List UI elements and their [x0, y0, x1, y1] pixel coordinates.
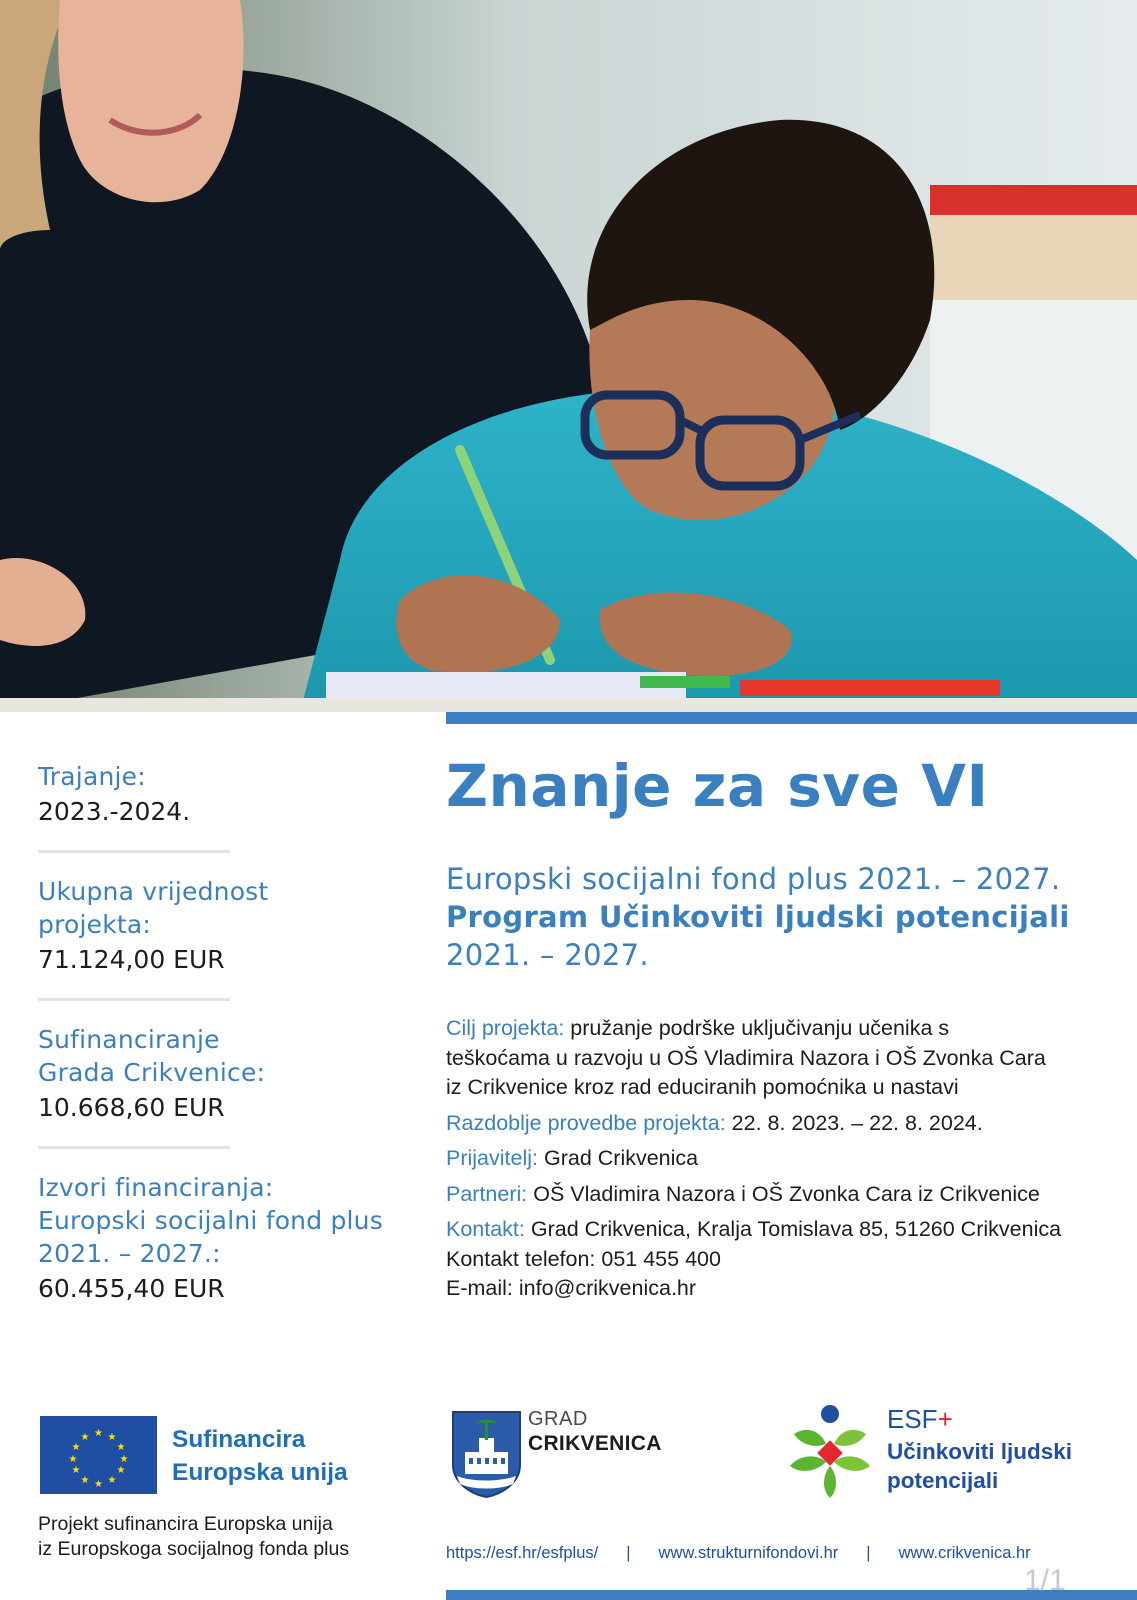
- svg-text:★: ★: [68, 1454, 78, 1465]
- total-label-line: Ukupna vrijednost: [38, 877, 269, 906]
- applicant-value: Grad Crikvenica: [543, 1146, 699, 1170]
- teacher-student-illustration: [0, 0, 1137, 712]
- goal-text: teškoćama u razvoju u OŠ Vladimira Nazora i OŠ Zvonka Cara: [446, 1045, 1046, 1070]
- sources-label-line: Izvori financiranja:: [38, 1173, 274, 1202]
- applicant-label: Prijavitelj:: [446, 1146, 538, 1170]
- duration-value: 2023.-2024.: [38, 797, 191, 826]
- cofinancing-label-line: Sufinanciranje: [38, 1025, 220, 1054]
- hero-photo: [0, 0, 1137, 712]
- total-label-line: projekta:: [38, 910, 152, 939]
- contact-row: [446, 1215, 1136, 1245]
- eu-flag-icon: [40, 1416, 157, 1494]
- svg-text:★: ★: [94, 1428, 103, 1439]
- grad-label: GRAD: [528, 1408, 588, 1430]
- total-label: [38, 875, 398, 941]
- cofinancing-value: 10.668,60 EUR: [38, 1093, 225, 1122]
- svg-text:★: ★: [80, 1475, 90, 1486]
- divider: [38, 1146, 230, 1149]
- sources-label-line: Europski socijalni fond plus: [38, 1206, 383, 1235]
- partners-row: [446, 1180, 1136, 1210]
- svg-text:★: ★: [116, 1442, 126, 1453]
- eu-cofinanced-label: [172, 1423, 348, 1489]
- goal-label: Cilj projekta:: [446, 1016, 565, 1040]
- email-line: E-mail: info@crikvenica.hr: [446, 1276, 697, 1300]
- partners-label: Partneri:: [446, 1181, 528, 1206]
- cofinancing-label-line: Grada Crikvenice:: [38, 1058, 266, 1087]
- esf-title: [887, 1404, 953, 1435]
- esf-plus-sign: +: [937, 1404, 953, 1434]
- project-title: Znanje za sve VI: [446, 752, 989, 820]
- eu-label-line: Sufinancira: [172, 1426, 306, 1453]
- link-strukturni-fondovi[interactable]: www.strukturnifondovi.hr: [658, 1544, 839, 1562]
- sources-label: [38, 1171, 398, 1270]
- svg-text:★: ★: [116, 1465, 126, 1476]
- crikvenica-label: CRIKVENICA: [528, 1432, 662, 1455]
- project-details: [446, 1014, 1136, 1304]
- crikvenica-crest-icon: [451, 1410, 522, 1498]
- svg-text:★: ★: [94, 1479, 103, 1490]
- divider: [38, 850, 230, 853]
- contact-value: Grad Crikvenica, Kralja Tomislava 85, 51260 Crikvenica: [530, 1217, 1062, 1241]
- svg-text:★: ★: [107, 1432, 117, 1443]
- footer-links: [446, 1544, 1136, 1563]
- eu-label-line: Europska unija: [172, 1459, 348, 1486]
- period-label: Razdoblje provedbe projekta:: [446, 1110, 726, 1135]
- eu-note-line: Projekt sufinancira Europska unija: [38, 1513, 333, 1535]
- contact-label: Kontakt:: [446, 1217, 525, 1241]
- subtitle-line: Europski socijalni fond plus 2021. – 2027.: [446, 862, 1061, 896]
- subtitle-line: Program Učinkoviti ljudski potencijali: [446, 900, 1070, 934]
- link-esf[interactable]: https://esf.hr/esfplus/: [446, 1544, 599, 1562]
- esf-plus-logo-icon: [786, 1404, 874, 1500]
- subtitle-line: 2021. – 2027.: [446, 938, 649, 972]
- link-separator: |: [866, 1544, 871, 1562]
- goal-text: iz Crikvenice kroz rad educiranih pomoćnika u nastavi: [446, 1075, 959, 1099]
- sources-label-line: 2021. – 2027.:: [38, 1239, 221, 1268]
- eu-note-line: iz Europskoga socijalnog fonda plus: [38, 1538, 350, 1560]
- esf-programme-name: [887, 1437, 1072, 1495]
- divider: [38, 998, 230, 1001]
- phone-line: Kontakt telefon: 051 455 400: [446, 1246, 721, 1271]
- esf-title-text: ESF: [887, 1404, 938, 1434]
- svg-text:★: ★: [71, 1442, 81, 1453]
- link-separator: |: [626, 1544, 631, 1562]
- partners-value: OŠ Vladimira Nazora i OŠ Zvonka Cara iz Crikvenice: [533, 1181, 1040, 1206]
- duration-label: Trajanje:: [38, 762, 146, 791]
- accent-bar-top: [446, 712, 1137, 724]
- svg-text:★: ★: [119, 1454, 129, 1465]
- svg-text:★: ★: [71, 1465, 81, 1476]
- link-crikvenica[interactable]: www.crikvenica.hr: [898, 1544, 1031, 1562]
- esf-programme-line: Učinkoviti ljudski: [887, 1439, 1073, 1464]
- esf-programme-line: potencijali: [887, 1468, 999, 1493]
- period-value: 22. 8. 2023. – 22. 8. 2024.: [731, 1110, 983, 1135]
- applicant-row: [446, 1144, 1136, 1174]
- total-value: 71.124,00 EUR: [38, 945, 225, 974]
- eu-note: [38, 1512, 349, 1562]
- program-subtitle: [446, 860, 1106, 974]
- cofinancing-label: [38, 1023, 398, 1089]
- goal-text: pružanje podrške uključivanju učenika s: [570, 1016, 950, 1040]
- svg-text:★: ★: [107, 1475, 117, 1486]
- sources-value: 60.455,40 EUR: [38, 1274, 225, 1303]
- project-facts: [38, 760, 398, 1305]
- page-number: 1/1: [1024, 1564, 1066, 1597]
- period-row: [446, 1109, 1136, 1139]
- svg-text:★: ★: [80, 1432, 90, 1443]
- goal-block: [446, 1014, 1136, 1103]
